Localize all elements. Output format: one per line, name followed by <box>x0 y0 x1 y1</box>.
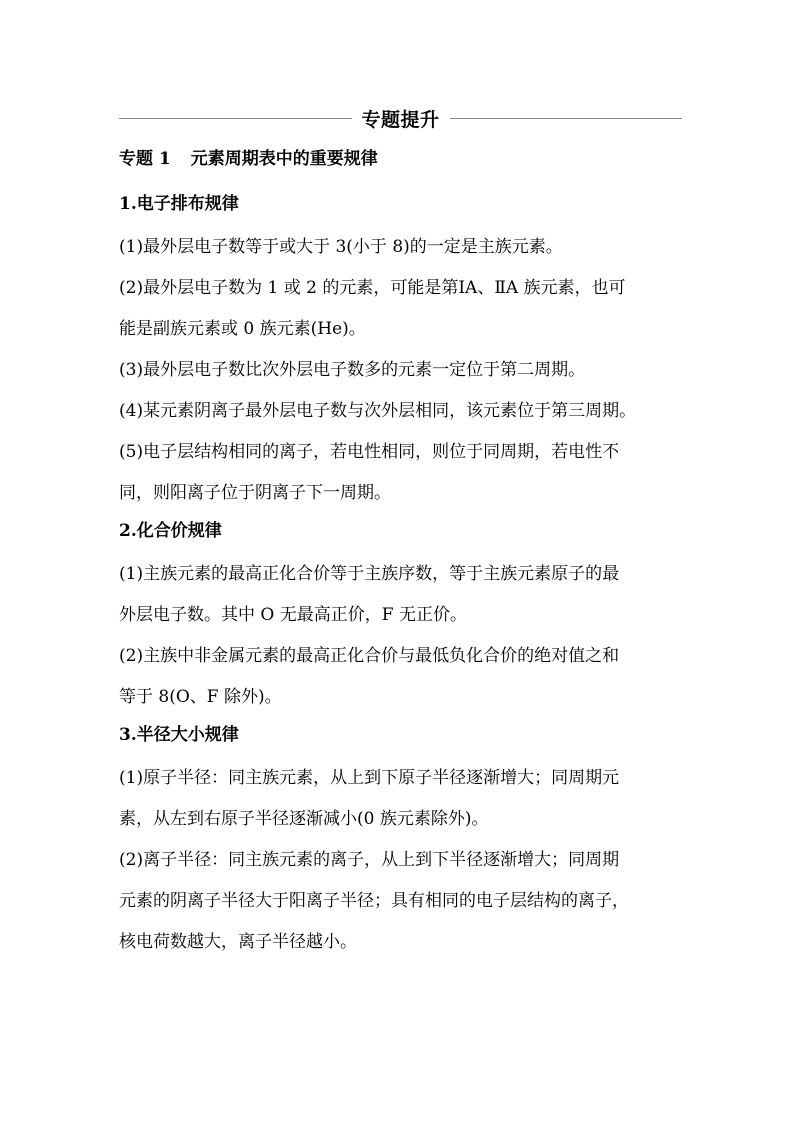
rule-text-line: 核电荷数越大，离子半径越小。 <box>119 932 357 952</box>
rule-text-line: (2)主族中非金属元素的最高正化合价与最低负化合价的绝对值之和 <box>119 646 620 666</box>
banner-rule-left <box>119 118 352 119</box>
section-valence <box>119 514 689 718</box>
section-radius <box>119 718 689 963</box>
rule-text-line: (2)离子半径：同主族元素的离子，从上到下半径逐渐增大；同周期 <box>119 850 620 870</box>
section-heading: 2.化合价规律 <box>119 521 222 541</box>
topic-title: 元素周期表中的重要规律 <box>190 149 378 169</box>
rule-item <box>119 227 689 268</box>
topic-heading <box>119 142 689 176</box>
rule-item <box>119 840 689 963</box>
rule-text-line: 等于 8(O、F 除外)。 <box>119 687 282 707</box>
rule-text-line: (5)电子层结构相同的离子，若电性相同，则位于同周期，若电性不 <box>119 442 620 462</box>
rule-text-line: 能是副族元素或 0 族元素(He)。 <box>119 319 366 339</box>
section-heading: 1.电子排布规律 <box>119 194 239 214</box>
rule-text-line: 素，从左到右原子半径逐渐减小(0 族元素除外)。 <box>119 809 489 829</box>
rule-item <box>119 432 689 514</box>
document-body <box>119 142 689 963</box>
rule-text-line: 同，则阳离子位于阴离子下一周期。 <box>119 483 391 503</box>
rule-item <box>119 391 689 432</box>
rule-text-line: (1)原子半径：同主族元素，从上到下原子半径逐渐增大；同周期元 <box>119 768 620 788</box>
banner-title: 专题提升 <box>361 108 440 131</box>
banner-rule-right <box>450 118 683 119</box>
rule-item <box>119 554 689 636</box>
rule-text-line: (2)最外层电子数为 1 或 2 的元素，可能是第ⅠA、ⅡA 族元素，也可 <box>119 278 626 298</box>
rule-text-line: (3)最外层电子数比次外层电子数多的元素一定位于第二周期。 <box>119 360 586 380</box>
rule-text-line: (4)某元素阴离子最外层电子数与次外层相同，该元素位于第三周期。 <box>119 401 637 421</box>
rule-item <box>119 268 689 350</box>
rule-item <box>119 350 689 391</box>
rule-text-line: (1)最外层电子数等于或大于 3(小于 8)的一定是主族元素。 <box>119 237 563 257</box>
section-electron-arrangement <box>119 187 689 514</box>
rule-text-line: 外层电子数。其中 O 无最高正价，F 无正价。 <box>119 605 467 625</box>
section-heading: 3.半径大小规律 <box>119 725 239 745</box>
rule-text-line: 元素的阴离子半径大于阳离子半径；具有相同的电子层结构的离子， <box>119 891 629 911</box>
topic-number: 专题 1 <box>119 149 171 169</box>
rule-item <box>119 636 689 718</box>
rule-item <box>119 758 689 840</box>
section-banner <box>119 104 682 132</box>
rule-text-line: (1)主族元素的最高正化合价等于主族序数，等于主族元素原子的最 <box>119 564 620 584</box>
